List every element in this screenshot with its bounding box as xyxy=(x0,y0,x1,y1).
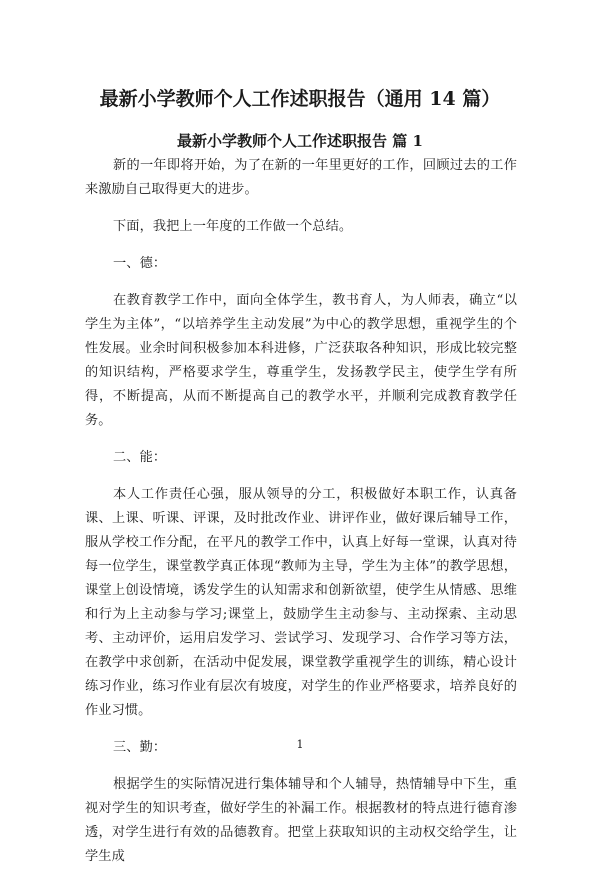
document-title: 最新小学教师个人工作述职报告（通用 14 篇） xyxy=(99,88,501,110)
paragraph-intro: 新的一年即将开始，为了在新的一年里更好的工作，回顾过去的工作来激励自己取得更大的进步。 xyxy=(85,158,517,197)
paragraph-virtue: 在教育教学工作中，面向全体学生，教书育人，为人师表，确立“以学生为主体”，“以培养学生主动发展”为中心的教学思想，重视学生的个性发展。业余时间积极参加本科进修，广泛获取各种知识，形成比较完整的知识结构，严格要求学生，尊重学生，发扬教学民主，使学生学有所得，不断提高，从而不断提高自己的教学水平，并顺利完成教育教学任务。 xyxy=(85,293,517,428)
paragraph-diligence: 根据学生的实际情况进行集体辅导和个人辅导，热情辅导中下生，重视对学生的知识考查，做好学生的补漏工作。根据教材的特点进行德育渗透，对学生进行有效的品德教育。把堂上获取知识的主动权交给学生，让学生成 xyxy=(85,777,517,864)
body-text xyxy=(85,154,517,882)
heading-ability: 二、能： xyxy=(113,450,167,465)
heading-diligence: 三、勤： xyxy=(113,740,167,755)
paragraph-summary-lead: 下面，我把上一年度的工作做一个总结。 xyxy=(113,219,353,234)
heading-virtue: 一、德： xyxy=(113,256,167,271)
paragraph-ability: 本人工作责任心强，服从领导的分工，积极做好本职工作，认真备课、上课、听课、评课，及时批改作业、讲评作业，做好课后辅导工作，服从学校工作分配，在平凡的教学工作中，认真上好每一堂课，认真对待每一位学生，课堂教学真正体现“教师为主导，学生为主体”的教学思想，课堂上创设情境，诱发学生的认知需求和创新欲望，使学生从情感、思维和行为上主动参与学习;课堂上，鼓励学生主动参与、主动探索、主动思考、主动评价，运用启发学习、尝试学习、发现学习、合作学习等方法，在教学中求创新，在活动中促发展，课堂教学重视学生的训练，精心设计练习作业，练习作业有层次有坡度，对学生的作业严格要求，培养良好的作业习惯。 xyxy=(85,487,517,718)
page-number: 1 xyxy=(296,738,304,751)
section-title: 最新小学教师个人工作述职报告 篇 1 xyxy=(177,132,423,150)
